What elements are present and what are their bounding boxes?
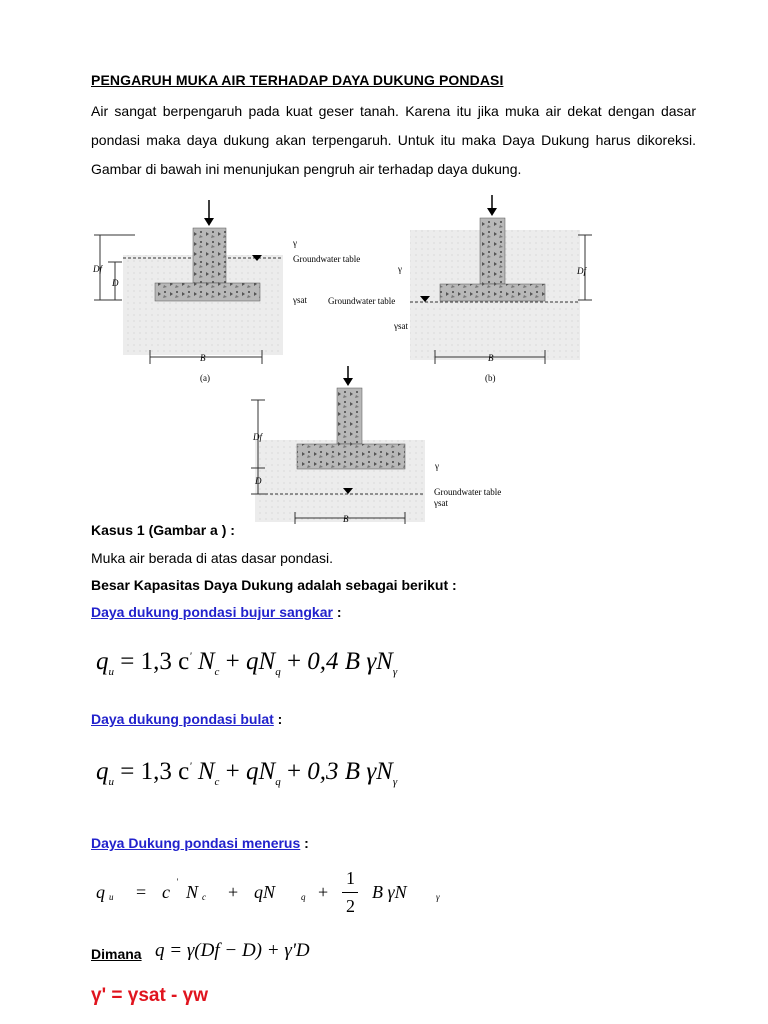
f2-n: N — [197, 758, 215, 785]
f1-qn: qN — [246, 648, 276, 675]
f3-c: c — [162, 882, 170, 902]
dimana-label: Dimana — [91, 946, 142, 962]
figure-a — [94, 200, 283, 364]
capacity-title: Besar Kapasitas Daya Dukung adalah sebagai berikut : — [91, 577, 457, 593]
section-square — [91, 604, 342, 620]
f2-q: q — [96, 758, 109, 785]
f1-prime: ' — [189, 650, 192, 663]
fig-a-df: Df — [93, 264, 102, 274]
fig-c-b: B — [343, 514, 349, 524]
figure-b — [410, 195, 592, 364]
f3-half-num: 1 — [346, 868, 355, 888]
fig-c-gwt-label: Groundwater table — [434, 487, 502, 497]
f1-coef-g: 0,4 B γN — [307, 648, 393, 675]
f1-u: u — [108, 666, 114, 678]
gp-rhs1: γsat — [127, 985, 166, 1006]
dimana-expr: q = γ(Df − D) + γ'D — [155, 940, 310, 961]
f2-g-sub: γ — [392, 776, 398, 788]
round-colon: : — [273, 711, 283, 727]
f2-c-sub: c — [214, 776, 220, 788]
fig-b-df: Df — [577, 266, 586, 276]
f3-coef-g: B γN — [372, 882, 407, 902]
strip-link-text: Daya Dukung pondasi menerus — [91, 835, 301, 851]
round-link-text: Daya dukung pondasi bulat — [91, 711, 274, 727]
f2-u: u — [108, 776, 114, 788]
f2-coef-c: = 1,3 c — [120, 758, 190, 785]
f3-q-sub: q — [301, 892, 306, 902]
f3-u: u — [109, 892, 114, 902]
formula-square — [96, 648, 397, 678]
gp-lhs: γ' = — [91, 985, 128, 1006]
square-link-text: Daya dukung pondasi bujur sangkar — [91, 604, 333, 620]
kasus-1-desc: Muka air berada di atas dasar pondasi. — [91, 550, 334, 566]
f1-g-sub: γ — [392, 666, 398, 678]
formula-strip — [96, 868, 496, 930]
fig-b-caption: (b) — [485, 373, 496, 383]
intro-paragraph: Air sangat berpengaruh pada kuat geser tanah. Karena itu jika muka air dekat dengan dasar pondasi maka daya dukung akan terpengaruh. Untuk itu maka Daya Dukung harus dikoreksi. Gambar di bawah ini menunjukan pengruh air terhadap daya dukung. — [91, 103, 696, 177]
strip-colon: : — [300, 835, 309, 851]
fig-b-b: B — [488, 353, 494, 363]
section-round — [91, 711, 282, 727]
f1-plus1: + — [225, 648, 240, 675]
fig-a-gammasat: γsat — [293, 295, 307, 305]
gamma-prime-eq — [91, 985, 208, 1007]
f3-g-sub: γ — [436, 892, 440, 902]
fig-b-gammasat: γsat — [394, 321, 408, 331]
f3-q: q — [96, 882, 105, 902]
f3-plus1: + — [228, 882, 239, 902]
fig-a-b: B — [200, 353, 206, 363]
gp-minus: - — [165, 985, 183, 1006]
f2-q-sub: q — [275, 776, 281, 788]
kasus-1-title: Kasus 1 (Gambar a ) : — [91, 522, 235, 538]
fig-b-gamma: γ — [398, 264, 402, 274]
fig-a-gamma: γ — [293, 238, 297, 248]
f1-plus2: + — [286, 648, 302, 675]
f2-prime: ' — [189, 760, 192, 773]
f3-fraction-bar — [342, 892, 358, 893]
f2-coef-g: 0,3 B γN — [307, 758, 393, 785]
page-title: PENGARUH MUKA AIR TERHADAP DAYA DUKUNG PONDASI — [91, 72, 504, 88]
f2-qn: qN — [246, 758, 276, 785]
f1-n: N — [197, 648, 215, 675]
f1-coef-c: = 1,3 c — [120, 648, 190, 675]
f3-c-sub: c — [202, 892, 206, 902]
section-strip — [91, 835, 309, 851]
f2-plus1: + — [225, 758, 240, 785]
square-colon: : — [332, 604, 342, 620]
fig-c-gammasat: γsat — [434, 498, 448, 508]
f1-c-sub: c — [214, 666, 220, 678]
f3-plus2: + — [318, 882, 329, 902]
fig-b-gwt-label: Groundwater table — [328, 296, 396, 306]
fig-c-d: D — [255, 476, 262, 486]
fig-c-gamma: γ — [435, 461, 439, 471]
f3-eq: = — [136, 882, 147, 902]
figure-c — [251, 366, 425, 524]
gp-rhs2: γw — [182, 985, 209, 1006]
f3-prime: ' — [176, 877, 178, 887]
fig-a-gwt-label: Groundwater table — [293, 254, 361, 264]
fig-c-df: Df — [253, 432, 262, 442]
f3-qn: qN — [254, 882, 276, 902]
f3-n: N — [186, 882, 199, 902]
f2-plus2: + — [286, 758, 302, 785]
formula-round — [96, 758, 397, 788]
f3-half-den: 2 — [346, 896, 355, 916]
f1-q-sub: q — [275, 666, 281, 678]
f1-q: q — [96, 648, 109, 675]
fig-a-d: D — [112, 278, 119, 288]
fig-a-caption: (a) — [200, 373, 210, 383]
